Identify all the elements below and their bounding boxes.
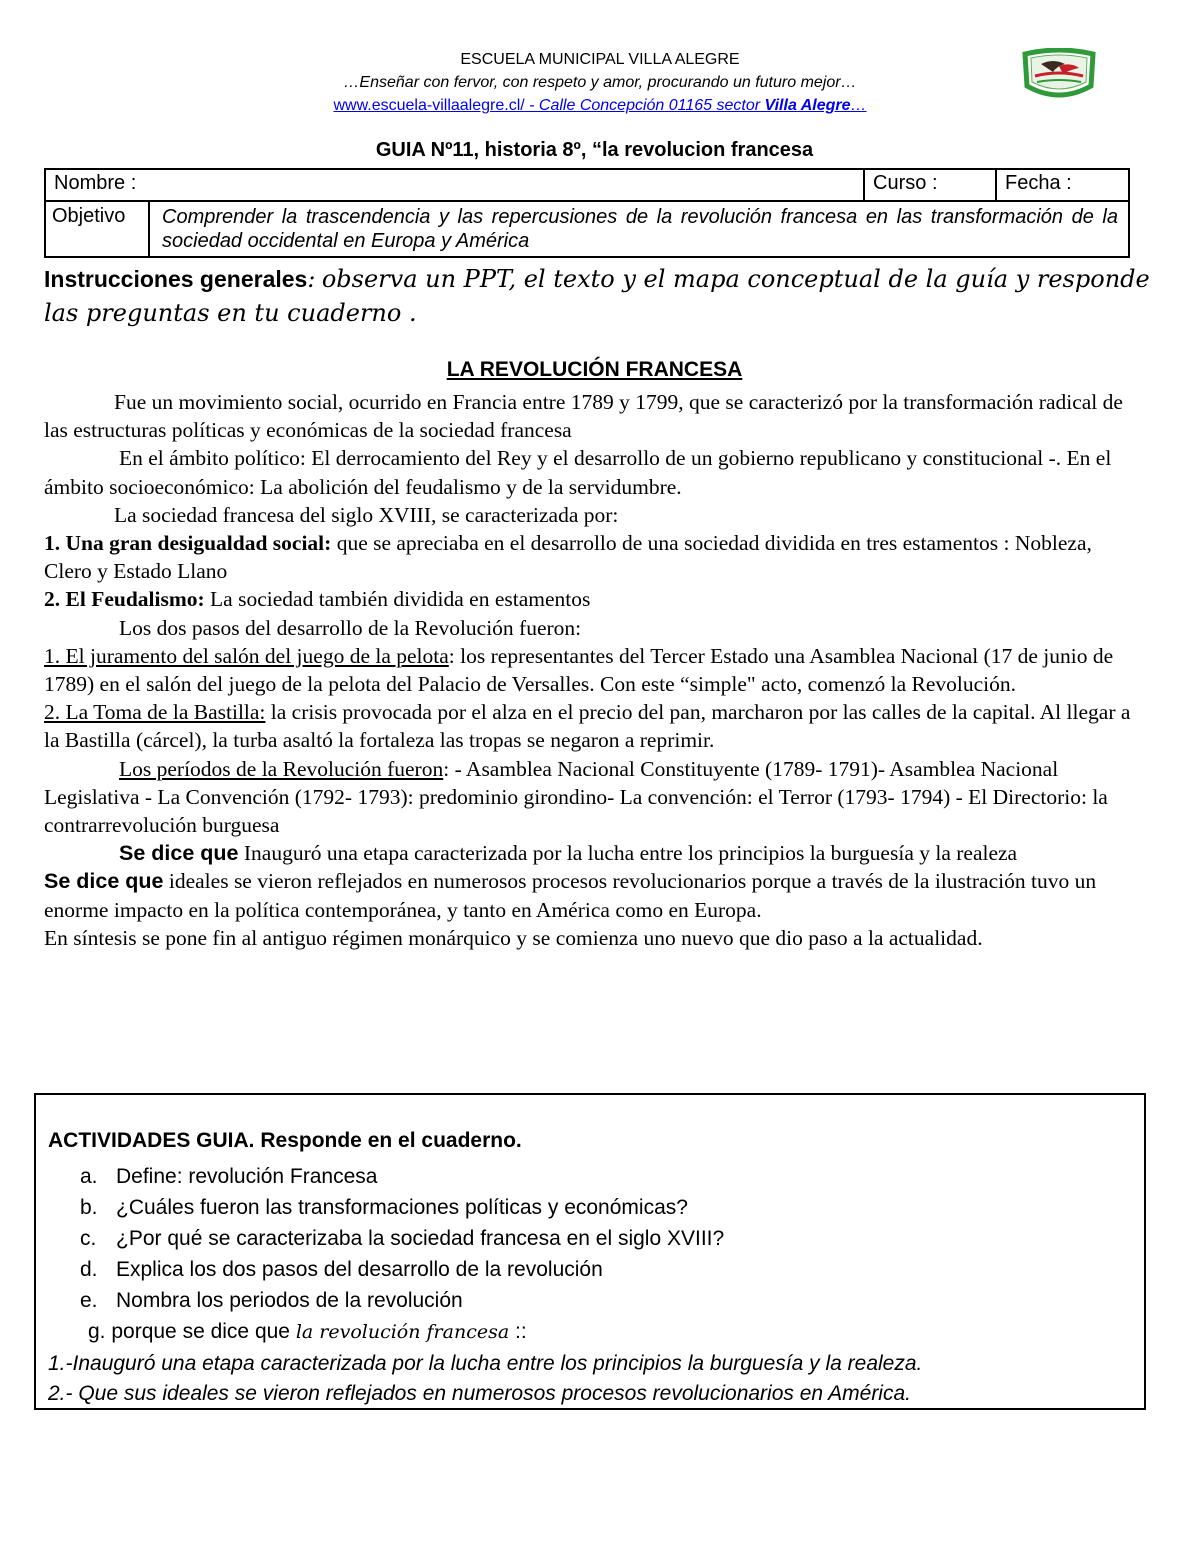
general-instructions <box>44 262 1154 330</box>
answer-1: 1.-Inauguró una etapa caracterizada por la lucha entre los principios la burguesía y la realeza. <box>48 1352 923 1375</box>
course-label: Curso : <box>873 172 938 194</box>
activities-title: ACTIVIDADES GUIA. Responde en el cuaderno. <box>48 1129 522 1152</box>
student-info-table <box>44 168 1130 258</box>
school-motto: …Enseñar con fervor, con respeto y amor, procurando un futuro mejor… <box>343 74 857 91</box>
paragraph-periods: Los períodos de la Revolución fueron: - Asamblea Nacional Constituyente (1789- 1791)- Asamblea Nacional Legislativa - La Convención (1792- 1793): predominio girondino- La convención: el Terror (1793- 1794) - El Directorio: la contrarrevolución burguesa <box>44 756 1108 838</box>
activities-list <box>36 1161 1136 1316</box>
reading-text <box>44 388 1140 952</box>
name-field[interactable] <box>45 169 864 201</box>
objective-text: Comprender la trascendencia y las repercusiones de la revolución francesa en las transformación de la sociedad occidental en Europa y América <box>149 201 1129 257</box>
paragraph-feudalism: 2. El Feudalismo: La sociedad también dividida en estamentos <box>44 587 591 612</box>
school-name: ESCUELA MUNICIPAL VILLA ALEGRE <box>460 51 740 68</box>
name-label: Nombre : <box>54 172 137 194</box>
date-label: Fecha : <box>1005 172 1072 194</box>
school-website-link[interactable]: www.escuela-villaalegre.cl/ <box>333 97 525 114</box>
paragraph-tennis-court-oath: 1. El juramento del salón del juego de la pelota: los representantes del Tercer Estado una Asamblea Nacional (17 de junio de 1789) en el salón del juego de la pelota del Palacio de Versalles. Con este “simple" acto, comenzó la Revolución. <box>44 643 1114 697</box>
activities-box <box>34 1093 1146 1410</box>
activity-item-c: c. ¿Por qué se caracterizaba la sociedad francesa en el siglo XVIII? <box>80 1227 725 1250</box>
date-field[interactable] <box>996 169 1129 201</box>
paragraph-bastille: 2. La Toma de la Bastilla: la crisis provocada por el alza en el precio del pan, marcharon por las calles de la capital. Al llegar a la Bastilla (cárcel), la turba asaltó la fortaleza las tropas se negaron a reprimir. <box>44 700 1131 753</box>
paragraph-definition: Fue un movimiento social, ocurrido en Francia entre 1789 y 1799, que se caracterizó por la transformación radical de las estructuras políticas y económicas de la sociedad francesa <box>44 390 1123 443</box>
activity-item-d: d. Explica los dos pasos del desarrollo de la revolución <box>80 1258 603 1281</box>
paragraph-society: La sociedad francesa del siglo XVIII, se caracterizada por: <box>114 502 619 527</box>
paragraph-synthesis: En síntesis se pone fin al antiguo régimen monárquico y se comienza uno nuevo que dio paso a la actualidad. <box>44 925 983 950</box>
paragraph-se-dice-2: Se dice que ideales se vieron reflejados en numerosos procesos revolucionarios porque a través de la ilustración tuvo un enorme impacto en la política contemporánea, y tanto en América como en Europa. <box>44 869 1097 922</box>
objective-label: Objetivo <box>45 201 149 257</box>
instructions-text: observa un PPT, el texto y el mapa conceptual de la guía y responde las preguntas en tu cuaderno . <box>44 265 1150 327</box>
guide-title: GUIA Nº11, historia 8º, “la revolucion francesa <box>375 139 814 161</box>
activity-item-a: a. Define: revolución Francesa <box>80 1165 378 1188</box>
paragraph-inequality: 1. Una gran desigualdad social: que se apreciaba en el desarrollo de una sociedad dividida en tres estamentos : Nobleza, Clero y Estado Llano <box>44 531 1092 584</box>
school-address: - Calle Concepción 01165 sector Villa Alegre… <box>524 97 867 114</box>
paragraph-political: En el ámbito político: El derrocamiento del Rey y el desarrollo de un gobierno republicano y constitucional -. En el ámbito socioeconómico: La abolición del feudalismo y de la servidumbre. <box>44 446 1112 499</box>
activity-item-g: g. porque se dice que la revolución francesa :: <box>88 1320 527 1343</box>
instructions-colon: : <box>307 265 316 293</box>
paragraph-steps-intro: Los dos pasos del desarrollo de la Revolución fueron: <box>119 615 582 640</box>
instructions-label: Instrucciones generales <box>44 266 308 292</box>
section-title: LA REVOLUCIÓN FRANCESA <box>446 358 743 381</box>
course-field[interactable] <box>864 169 996 201</box>
answer-2: 2.- Que sus ideales se vieron reflejados en numerosos procesos revolucionarios en América. <box>48 1382 911 1405</box>
activity-item-e: e. Nombra los periodos de la revolución <box>80 1289 463 1312</box>
school-crest-icon <box>1019 48 1099 102</box>
paragraph-se-dice-1: Se dice que Inauguró una etapa caracterizada por la lucha entre los principios la burguesía y la realeza <box>119 841 1018 866</box>
activity-item-b: b. ¿Cuáles fueron las transformaciones políticas y económicas? <box>80 1196 688 1219</box>
